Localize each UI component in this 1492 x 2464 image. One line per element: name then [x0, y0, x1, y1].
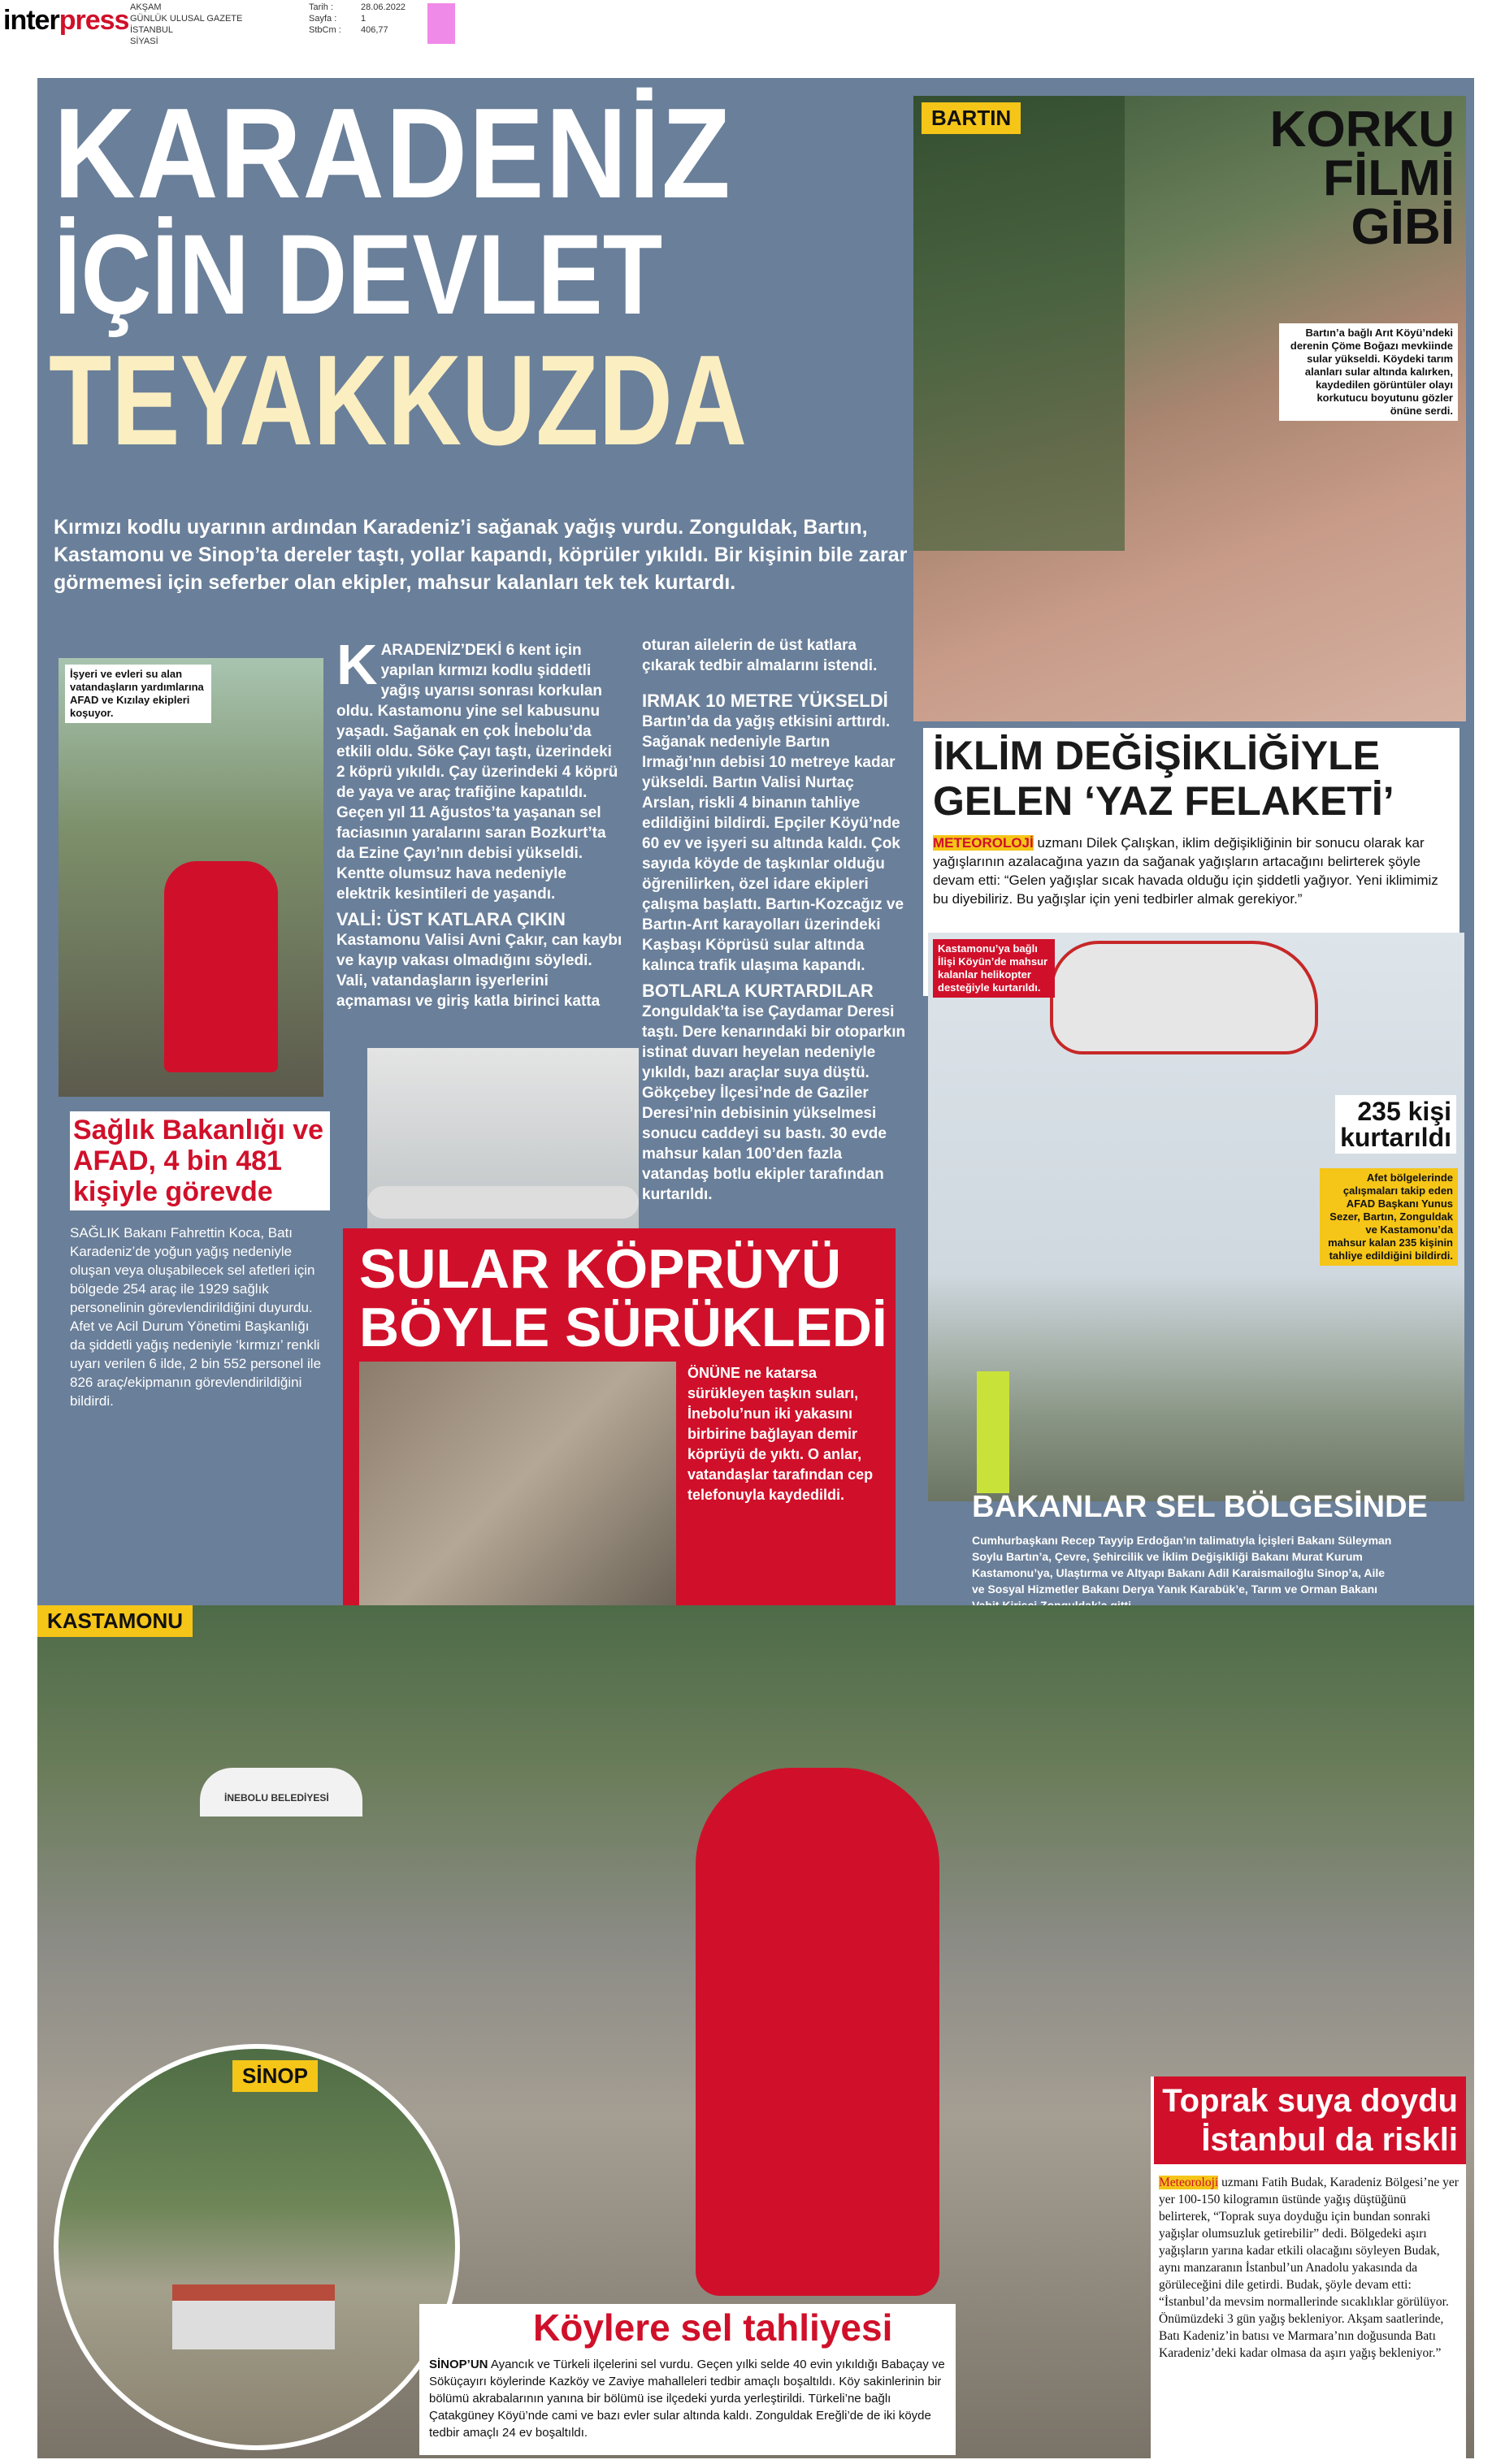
hillside: [913, 96, 1125, 551]
col2-subhead: IRMAK 10 METRE YÜKSELDİ: [642, 691, 888, 711]
red-crescent-vest: [164, 861, 278, 1072]
interpress-logo: [3, 5, 128, 37]
sinop-text: Ayancık ve Türkeli ilçelerini sel vurdu. Geçen yılki selde 40 evin yıkıldığı Babaçay ve Söküçayırı köylerinde Kazköy ve Zaviye mahalleleri tedbir amaçlı boşaltıldı. Köy sakinlerinin bir bölümü akrabalarının yanına bir bölümü ise ilçedeki yurda yerleştirildi. Türkeli’ne bağlı Çatakgüney Köyü’nde cami ve bazı evler sular altında kaldı. Zonguldak Ereğli’de de iki köyde tedbir amaçlı 24 ev boşaltıldı.: [429, 2358, 945, 2440]
sinop-photo: [54, 2044, 460, 2450]
climate-text: [933, 834, 1453, 908]
date-label: Tarih: [309, 2, 328, 12]
headline-line-3: TEYAKKUZDA: [49, 329, 748, 472]
pub-line: SİYASİ: [130, 37, 158, 46]
istanbul-box: [1151, 2076, 1466, 2458]
officer-figure: [977, 1371, 1009, 1493]
sinop-text-box: [419, 2304, 956, 2455]
meta-values: [361, 2, 406, 36]
rescued-count-line: kurtarıldı: [1340, 1123, 1451, 1152]
bartin-title-line: KORKU: [1269, 102, 1455, 158]
sinop-lead: SİNOP’UN: [429, 2358, 488, 2371]
sinop-body: [429, 2356, 949, 2441]
bartin-title-line: FİLMİ: [1323, 150, 1455, 206]
istanbul-title: [1154, 2076, 1466, 2164]
bridge-photo: [359, 1362, 676, 1605]
col2-text2: Bartın’da da yağış etkisini arttırdı. Sağanak nedeniyle Bartın Irmağı’nın debisi 10 metreye kadar yükseldi. Bartın Valisi Nurtaç Arslan, riskli 4 binanın tahliye edildiğini bildirdi. Epçiler Köyü’nde 60 ev ve işyeri su altında kaldı. Çok sayıda köyde de taşkınlar olduğu öğrenilirken, özel idare ekipleri çalışma başlattı. Bartın-Kozcağız ve Bartın-Arıt karayolları üzerindeki Kaşbaşı Köprüsü sular altında kalınca trafik ulaşıma kapandı.: [642, 713, 904, 974]
boat-rescue-photo: [367, 1048, 639, 1228]
pub-line: GÜNLÜK ULUSAL GAZETE: [130, 14, 243, 24]
sinop-title: Köylere sel tahliyesi: [533, 2306, 893, 2349]
bartin-flood-photo: [913, 96, 1466, 721]
istanbul-title-line: Toprak suya doydu: [1162, 2083, 1458, 2119]
istanbul-title-line: İstanbul da riskli: [1201, 2122, 1458, 2158]
kastamonu-tag: KASTAMONU: [37, 1605, 193, 1637]
rescued-count: [1335, 1095, 1456, 1154]
istanbul-text: uzmanı Fatih Budak, Karadeniz Bölgesi’ne yer yer 100-150 kilogramın üstünde yağış düştüğünü belirterek, “Toprak suya doyduğu için bundan sonraki yağışlar olumsuzluk getirebilir” dedi. Bölgedeki aşırı yağışların yarına kadar etkili olacağını söyleyen Budak, aynı manzaranın İstanbul’un Anadolu yakasında da görüleceğini dile getirdi. Budak, şöyle devam etti: “İstanbul’da mevsim normallerinde sıcaklıklar görülüyor. Önümüzdeki 3 gün yağış bekleniyor. Akşam saatlerinde, Batı Kadeniz’in batısı ve Marmara’nın doğusunda Batı Karadeniz’deki kadar olmasa da aşırı yağış bekleniyor.”: [1159, 2176, 1459, 2360]
rescuer-figure: [696, 1768, 939, 2296]
col1-subhead: VALİ: ÜST KATLARA ÇIKIN: [336, 909, 566, 929]
drop-cap: K: [336, 633, 378, 696]
climate-title-line: GELEN ‘YAZ FELAKETİ’: [933, 778, 1394, 824]
bridge-title-line: SULAR KÖPRÜYÜ: [359, 1238, 842, 1300]
pub-line: AKŞAM: [130, 2, 162, 12]
bartin-tag: BARTIN: [922, 102, 1021, 134]
ministers-title: BAKANLAR SEL BÖLGESİNDE: [972, 1490, 1428, 1524]
pub-line: İSTANBUL: [130, 25, 173, 35]
lead-paragraph: Kırmızı kodlu uyarının ardından Karadeniz’i sağanak yağış vurdu. Zonguldak, Bartın, Kastamonu ve Sinop’ta dereler taştı, yollar kapandı, köprüler yıkıldı. Bir kişinin bile zarar görmemesi için seferber olan ekipler, mahsur kalanları tek tek kurtardı.: [54, 516, 908, 594]
health-title: Sağlık Bakanlığı ve AFAD, 4 bin 481 kişiyle görevde: [70, 1111, 330, 1210]
col2-text3: Zonguldak’ta ise Çaydamar Deresi taştı. Dere kenarındaki bir otoparkın istinat duvarı heyelan nedeniyle yıkıldı, bazı araçlar suya düştü. Gökçebey İlçesi’nde de Gaziler Deresi’nin debisinin yükselmesi sonucu caddeyi su bastı. 30 evde mahsur kalan 100’den fazla vatandaş botlu ekipler tarafından kurtarıldı.: [642, 1003, 906, 1203]
bridge-title-line: BÖYLE SÜRÜKLEDİ: [359, 1297, 887, 1358]
sbcm-value: 406,77: [361, 25, 388, 35]
kizilay-caption: İşyeri ve evleri su alan vatandaşların yardımlarına AFAD ve Kızılay ekipleri koşuyor.: [65, 665, 211, 723]
heli-side-text: Afet bölgelerinde çalışmaları takip eden AFAD Başkanı Yunus Sezer, Bartın, Zonguldak ve Kastamonu’da mahsur kalan 235 kişinin tahliye edildiğini bildirdi.: [1320, 1168, 1458, 1266]
ministers-text: Cumhurbaşkanı Recep Tayyip Erdoğan’ın talimatıyla İçişleri Bakanı Süleyman Soylu Bartın’a, Çevre, Şehircilik ve İklim Değişikliği Bakanı Murat Kurum Kastamonu’ya, Ulaştırma ve Altyapı Bakanı Adil Karaismailoğlu Sinop’a, Aile ve Sosyal Hizmetler Bakanı Derya Yanık Karabük’e, Tarım ve Orman Bakanı: [972, 1534, 1392, 1596]
logo-text: inter: [3, 5, 59, 36]
page-value: 1: [361, 14, 366, 24]
headline-line-1: KARADENİZ: [54, 82, 732, 225]
helicopter-shape: [1050, 941, 1318, 1054]
bridge-text: ÖNÜNE ne katarsa sürükleyen taşkın suları, İnebolu’nun iki yakasını birbirine bağlayan demir köprüyü de yıktı. O anlar, vatandaşlar tarafından cep telefonuyla kaydedildi.: [687, 1365, 874, 1503]
building-sign: İNEBOLU BELEDİYESİ: [224, 1792, 329, 1804]
meta-labels: Tarih : Sayfa : StbCm :: [309, 2, 341, 35]
rescued-count-line: 235 kişi: [1357, 1097, 1451, 1126]
col2-subhead-2: BOTLARLA KURTARDILAR: [642, 981, 874, 1001]
logo-text-red: press: [59, 5, 129, 36]
mosque-shape: [172, 2284, 335, 2349]
newspaper-page: [37, 78, 1474, 2458]
climate-body: uzmanı Dilek Çalışkan, iklim değişikliğinin bir sonucu olarak kar yağışlarının azalacağına yazın da sağanak yağışların artacağını belirterek şöyle devam etti: “Gelen yağışlar sıcak havada olduğu için şiddetli yağıyor. Yeni iklimimiz bu diyebiliriz. Bu yağışlar için yeni tedbirler almak gerekiyor.”: [933, 835, 1438, 907]
bartin-title-line: GİBİ: [1351, 199, 1455, 255]
col1-text: ARADENİZ’DEKİ 6 kent için yapılan kırmızı kodlu şiddetli yağış uyarısı sonrası korkulan oldu. Kastamonu yine sel kabusunu yaşadı. Sağanak en çok İnebolu’da etkili oldu. Söke Çayı taştı, üzerindeki 2 köprü yıkıldı. Çay üzerindeki 4 köprü de yaya ve araç trafiğine kapatıldı. Geçen yıl 11 Ağustos’ta yaşanan sel faciasının yaralarını saran Bozkurt’ta da Ezine Çayı’nın debisi yükseldi. Kentte olumsuz hava nedeniyle elektrik kesintileri de yaşandı.: [336, 642, 618, 903]
istanbul-body: [1159, 2174, 1459, 2362]
col1-text2: Kastamonu Valisi Avni Çakır, can kaybı ve kayıp vakası olmadığını söyledi. Vali, vatandaşların işyerlerini açmaması ve giriş katla birinci katta: [336, 932, 622, 1010]
sbcm-label: StbCm: [309, 25, 336, 35]
headline-line-2: İÇİN DEVLET: [54, 210, 663, 338]
page-label: Sayfa: [309, 14, 332, 24]
kizilay-photo: [59, 658, 323, 1097]
bartin-title: [1269, 102, 1455, 255]
sinop-tag: SİNOP: [232, 2060, 318, 2092]
bartin-caption: Bartın’a bağlı Arıt Köyü’ndeki derenin Çöme Boğazı mevkiinde sular yükseldi. Köydeki tarım alanları sular altında kalırken, kaydedilen görüntüler olayı korkutucu boyutunu gözler önüne serdi.: [1279, 323, 1458, 421]
bridge-box: [343, 1228, 896, 1635]
health-body: SAĞLIK Bakanı Fahrettin Koca, Batı Karadeniz’de yoğun yağış nedeniyle oluşan veya oluşabilecek sel afetleri için bölgede 254 araç ile 1929 sağlık personelinin görevlendirildiğini duyurdu. Afet ve Acil Durum Yönetimi Başkanlığı da şiddetli yağış nedeniyle ‘kırmızı’ renkli uyarı verilen 6 ilde, 2 bin 552 personel ile 826 araç/ekipmanın görevlendirildiğini bildirdi.: [70, 1225, 322, 1409]
climate-title-line: İKLİM DEĞİŞİKLİĞİYLE: [933, 733, 1381, 778]
heli-caption: Kastamonu’ya bağlı İlişi Köyün’de mahsur kalanlar helikopter desteğiyle kurtarıldı.: [933, 939, 1055, 998]
istanbul-lead: Meteoroloji: [1159, 2176, 1219, 2189]
climate-title: [933, 733, 1394, 824]
helicopter-photo: [928, 933, 1464, 1501]
bridge-title: [359, 1240, 887, 1357]
publication-info: [130, 2, 242, 47]
article-col-1: [336, 633, 624, 1011]
date-value: 28.06.2022: [361, 2, 406, 12]
climate-lead: METEOROLOJİ: [933, 835, 1034, 851]
article-col-2: [642, 635, 907, 1205]
boat-shape: [367, 1186, 639, 1219]
color-swatch: [427, 3, 455, 44]
clip-header: [0, 0, 1492, 75]
col2-text: oturan ailelerin de üst katlara çıkarak tedbir almalarını istendi.: [642, 637, 878, 674]
